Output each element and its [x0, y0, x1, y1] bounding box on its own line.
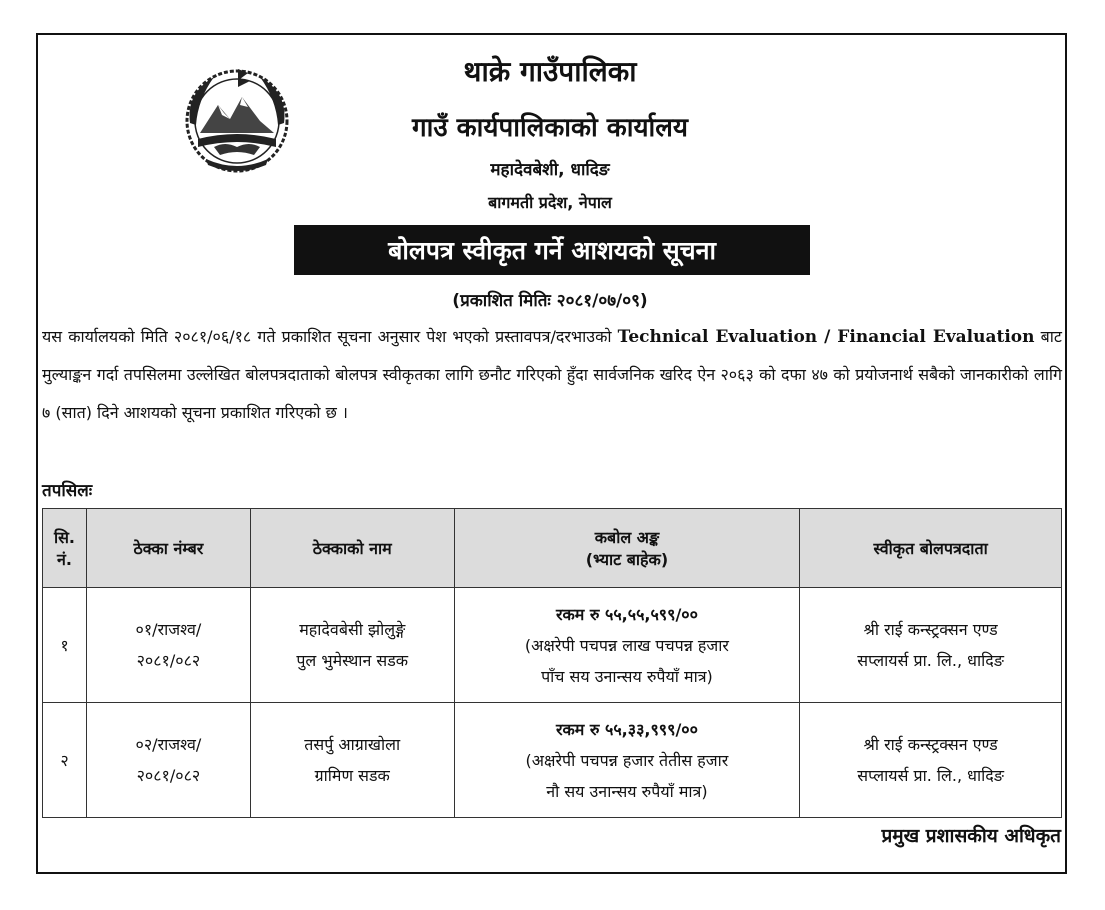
row-contract-name: महादेवबेसी झोलुङ्गे पुल भुमेस्थान सडक: [250, 588, 454, 703]
row-contract-number: ०२/राजश्व/ २०८१/०८२: [86, 703, 250, 818]
amount-figure: रकम रु ५५,३३,९९९/००: [555, 719, 698, 739]
row-serial-number: १: [43, 588, 87, 703]
published-date: (प्रकाशित मितिः २०८१/०७/०९): [452, 291, 648, 311]
notice-title-text: बोलपत्र स्वीकृत गर्ने आशयको सूचना: [388, 236, 716, 265]
notice-body-part2: बाट मुल्याङ्कन गर्दा तपसिलमा उल्लेखित बोलपत्रदाताको बोलपत्र स्वीकृतका लागि छनौट गरिएको हुँदा सार्वजनिक खरिद ऐन २०६३ को दफा ४७ को प्रयोजनार्थ सबैको जानकारीको लागि ७ (सात) दिने आशयको सूचना प्रकाशित गरिएको छ ।: [42, 327, 1062, 422]
row-contract-number: ०१/राजश्व/ २०८१/०८२: [86, 588, 250, 703]
row-serial-number: २: [43, 703, 87, 818]
notice-body-part1: यस कार्यालयको मिति २०८१/०६/१८ गते प्रकाशित सूचना अनुसार पेश भएको प्रस्तावपत्र/दरभाउको: [42, 327, 618, 346]
header-contract-number: ठेक्का नंम्बर: [86, 509, 250, 588]
header-bid-amount: कबोल अङ्क (भ्याट बाहेक): [454, 509, 800, 588]
row-approved-bidder: श्री राई कन्स्ट्रक्सन एण्ड सप्लायर्स प्रा. लि., धादिङ: [800, 588, 1062, 703]
amount-words-2: नौ सय उनान्सय रुपैयाँ मात्र): [546, 781, 708, 801]
notice-title: [294, 225, 810, 275]
amount-words-1: (अक्षरेपी पचपन्न हजार तेतीस हजार: [525, 750, 729, 770]
notice-body: [42, 318, 1062, 432]
header-approved-bidder: स्वीकृत बोलपत्रदाता: [800, 509, 1062, 588]
amount-words-1: (अक्षरेपी पचपन्न लाख पचपन्न हजार: [524, 635, 729, 655]
address-line-2: बागमती प्रदेश, नेपाल: [488, 193, 612, 212]
notice-body-bold: Technical Evaluation / Financial Evaluation: [617, 327, 1035, 347]
row-contract-name: तसर्पु आग्राखोला ग्रामिण सडक: [250, 703, 454, 818]
municipality-name: थाक्रे गाउँपालिका: [463, 55, 637, 88]
office-name: गाउँ कार्यपालिकाको कार्यालय: [412, 113, 688, 143]
table-header-row: [43, 509, 1062, 588]
row-bid-amount: [454, 703, 800, 818]
address-line-1: महादेवबेशी, धादिङ: [490, 160, 610, 180]
table-row: [43, 588, 1062, 703]
table-row: [43, 703, 1062, 818]
row-approved-bidder: श्री राई कन्स्ट्रक्सन एण्ड सप्लायर्स प्रा. लि., धादिङ: [800, 703, 1062, 818]
row-bid-amount: [454, 588, 800, 703]
amount-figure: रकम रु ५५,५५,५९९/००: [555, 604, 698, 624]
header-serial-number: सि. नं.: [43, 509, 87, 588]
header-contract-name: ठेक्काको नाम: [250, 509, 454, 588]
signature-title: प्रमुख प्रशासकीय अधिकृत: [881, 825, 1061, 847]
amount-words-2: पाँच सय उनान्सय रुपैयाँ मात्र): [541, 666, 713, 686]
contracts-table: [42, 508, 1062, 818]
details-label: तपसिलः: [42, 481, 93, 501]
